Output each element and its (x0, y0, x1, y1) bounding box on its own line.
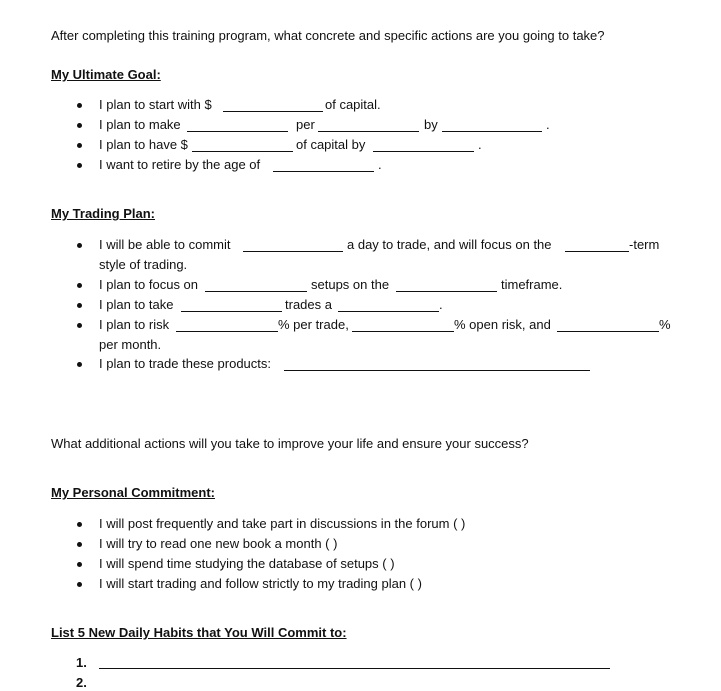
goal-item-1-text-b: of capital. (325, 97, 381, 112)
goal-item-2-text-c: by (424, 117, 438, 132)
habit-number-2: 2. (76, 675, 87, 690)
daily-habits-heading: List 5 New Daily Habits that You Will Commit to: (51, 625, 347, 640)
goal-item-4-text-b: . (378, 157, 382, 172)
commit-time-blank[interactable] (243, 251, 343, 252)
commitment-item-database[interactable]: I will spend time studying the database of setups ( ) (99, 556, 395, 571)
personal-commitment-heading: My Personal Commitment: (51, 485, 215, 500)
plan-item-3-text-a: I plan to take (99, 297, 174, 312)
intro-question: After completing this training program, what concrete and specific actions are you going to take? (51, 28, 605, 43)
trading-plan-heading: My Trading Plan: (51, 206, 156, 221)
goal-item-4-text-a: I want to retire by the age of (99, 157, 261, 172)
additional-question: What additional actions will you take to improve your life and ensure your success? (51, 436, 529, 451)
bullet-icon (77, 323, 82, 328)
open-risk-blank[interactable] (352, 331, 454, 332)
plan-item-3-text-c: . (439, 297, 443, 312)
term-style-blank[interactable] (565, 251, 629, 252)
habit-number-1: 1. (76, 655, 87, 670)
trades-count-blank[interactable] (181, 311, 282, 312)
bullet-icon (77, 123, 82, 128)
plan-item-3-text-b: trades a (285, 297, 332, 312)
make-period-blank[interactable] (318, 131, 419, 132)
plan-item-4-text-b: % per trade, (278, 317, 349, 332)
bullet-icon (77, 103, 82, 108)
plan-item-1-text-b: a day to trade, and will focus on the (347, 237, 552, 252)
goal-item-3-text-c: . (478, 137, 482, 152)
habit-1-blank[interactable] (99, 668, 610, 669)
plan-item-4-text-a: I plan to risk (99, 317, 170, 332)
bullet-icon (77, 542, 82, 547)
plan-item-1-text-a: I will be able to commit (99, 237, 231, 252)
bullet-icon (77, 163, 82, 168)
plan-item-1-continuation: style of trading. (99, 257, 188, 272)
timeframe-blank[interactable] (396, 291, 497, 292)
start-capital-blank[interactable] (223, 111, 323, 112)
plan-item-5-text-a: I plan to trade these products: (99, 356, 271, 371)
goal-item-1-text-a: I plan to start with $ (99, 97, 212, 112)
plan-item-2-text-c: timeframe. (501, 277, 563, 292)
commitment-item-forum[interactable]: I will post frequently and take part in discussions in the forum ( ) (99, 516, 466, 531)
commitment-item-trading[interactable]: I will start trading and follow strictly to my trading plan ( ) (99, 576, 422, 591)
goal-item-3-text-a: I plan to have $ (99, 137, 188, 152)
plan-item-2-text-a: I plan to focus on (99, 277, 199, 292)
make-amount-blank[interactable] (187, 131, 288, 132)
plan-item-4-continuation: per month. (99, 337, 162, 352)
bullet-icon (77, 562, 82, 567)
plan-item-4-text-d: % (659, 317, 671, 332)
goal-item-2-text-b: per (296, 117, 315, 132)
ultimate-goal-heading: My Ultimate Goal: (51, 67, 161, 82)
risk-per-month-blank[interactable] (557, 331, 659, 332)
goal-item-2-text-d: . (546, 117, 550, 132)
setups-blank[interactable] (205, 291, 307, 292)
risk-per-trade-blank[interactable] (176, 331, 278, 332)
bullet-icon (77, 303, 82, 308)
bullet-icon (77, 243, 82, 248)
plan-item-1-text-c: -term (629, 237, 660, 252)
bullet-icon (77, 582, 82, 587)
retire-age-blank[interactable] (273, 171, 374, 172)
goal-item-3-text-b: of capital by (296, 137, 366, 152)
target-date-blank[interactable] (373, 151, 474, 152)
bullet-icon (77, 143, 82, 148)
plan-item-4-text-c: % open risk, and (454, 317, 551, 332)
make-date-blank[interactable] (442, 131, 542, 132)
commitment-item-book[interactable]: I will try to read one new book a month ( ) (99, 536, 338, 551)
bullet-icon (77, 362, 82, 367)
goal-item-2-text-a: I plan to make (99, 117, 181, 132)
trades-period-blank[interactable] (338, 311, 439, 312)
target-capital-blank[interactable] (192, 151, 293, 152)
bullet-icon (77, 522, 82, 527)
products-blank[interactable] (284, 370, 590, 371)
plan-item-2-text-b: setups on the (311, 277, 390, 292)
bullet-icon (77, 283, 82, 288)
